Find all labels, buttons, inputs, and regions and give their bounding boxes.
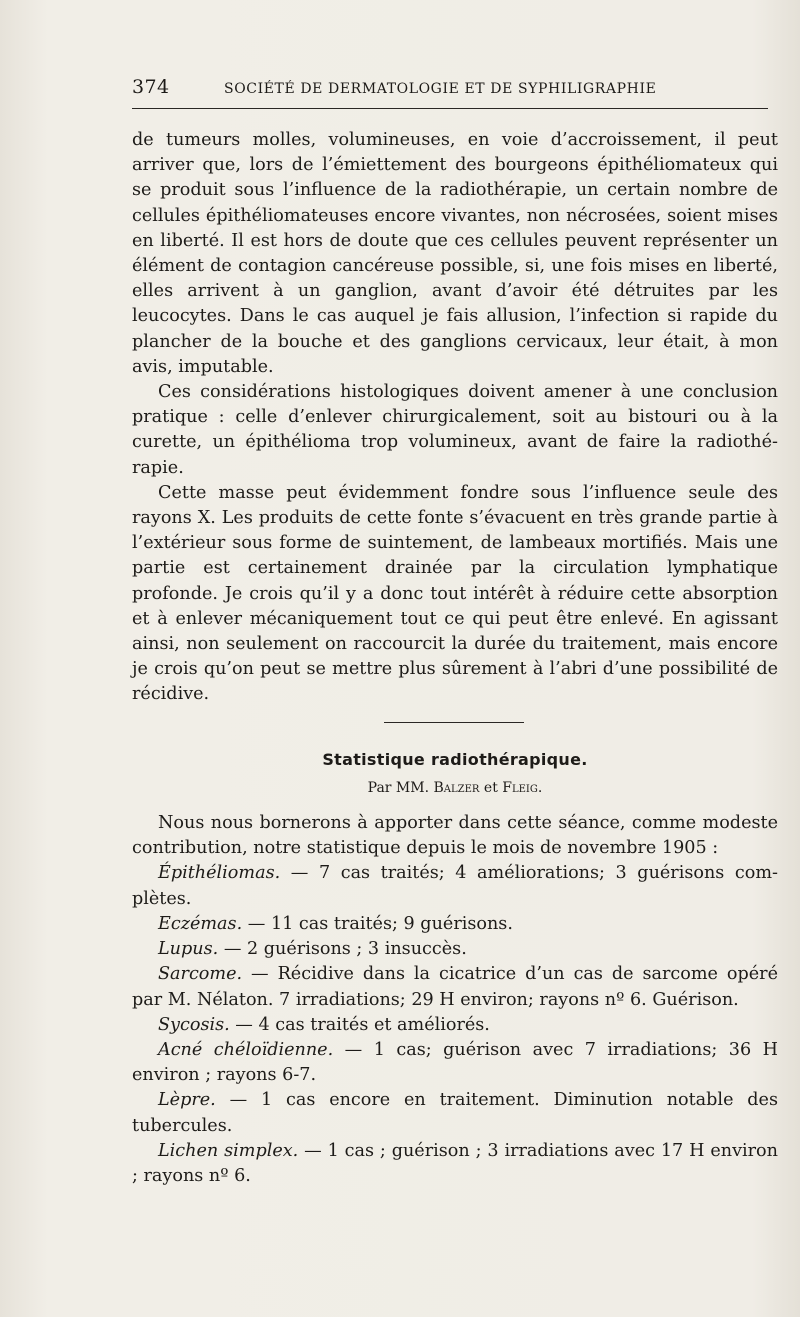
- entry-term: Lupus.: [158, 939, 219, 960]
- entry-text: — 1 cas ; guérison ; 3 irradiations avec 17 H environ ; rayons nº 6.: [132, 1140, 778, 1186]
- byline: [132, 776, 778, 801]
- entry-text: — 7 cas traités; 4 améliorations; 3 guérisons complètes.: [132, 863, 778, 909]
- section-separator: [384, 722, 524, 723]
- page-number: 374: [132, 76, 170, 98]
- entry-lichen-simplex: [132, 1139, 778, 1189]
- author-fleig: Fleig.: [502, 779, 543, 796]
- entry-sarcome: [132, 962, 778, 1012]
- intro-paragraph: Nous nous bornerons à apporter dans cette séance, comme modeste contribution, notre statistique depuis le mois de novembre 1905 :: [132, 813, 778, 859]
- running-title: SOCIÉTÉ DE DERMATOLOGIE ET DE SYPHILIGRAPHIE: [224, 81, 657, 97]
- entry-text: — Récidive dans la cicatrice d’un cas de sarcome opéré par M. Nélaton. 7 irradiations; 29 H environ; rayons nº 6. Guérison.: [132, 964, 778, 1010]
- byline-joiner: et: [483, 779, 498, 796]
- entry-text: — 4 cas traités et améliorés.: [229, 1014, 490, 1035]
- author-balzer: Balzer: [433, 779, 480, 796]
- entry-eczemas: [132, 912, 778, 937]
- entry-term: Acné chéloïdienne.: [158, 1039, 334, 1060]
- paragraph-considerations: Ces considérations histologiques doivent amener à une conclusion pratique : celle d’enlever chirurgicalement, soit au bistouri ou à la curette, un épithélioma trop volumineux, avant de faire la radiothérapie.: [132, 382, 778, 478]
- entry-text: — 11 cas traités; 9 guérisons.: [242, 913, 513, 934]
- byline-prefix: Par MM.: [367, 779, 430, 796]
- entry-term: Sarcome.: [158, 964, 243, 985]
- entry-text: — 2 guérisons ; 3 insuccès.: [218, 939, 467, 960]
- entry-acne-cheloidienne: [132, 1038, 778, 1088]
- running-header: [132, 76, 772, 98]
- body-text: [132, 128, 778, 1189]
- entry-sycosis: [132, 1013, 778, 1038]
- header-rule: [132, 108, 768, 109]
- entry-text: — 1 cas encore en traitement. Diminution notable des tubercules.: [132, 1090, 778, 1136]
- entry-term: Sycosis.: [158, 1014, 230, 1035]
- entry-text: — 1 cas; guérison avec 7 irradiations; 36 H environ ; rayons 6-7.: [132, 1039, 778, 1086]
- entry-term: Épithéliomas.: [158, 863, 281, 884]
- paragraph-masse: Cette masse peut évidemment fondre sous l’influence seule des rayons X. Les produits de cette fonte s’évacuent en très grande partie à l’extérieur sous forme de suintement, de lambeaux mortifiés. Mais une partie est certainement drainée par la circulation lymphatique profonde. Je crois qu’il y a donc tout intérêt à réduire cette absorption et à enlever mécaniquement tout ce qui peut être enlevé. En agissant ainsi, non seulement on raccourcit la durée du traitement, mais encore je crois qu’on peut se mettre plus sûrement à l’abri d’une possibilité de récidive.: [132, 482, 778, 705]
- entry-epitheliomas: [132, 861, 778, 911]
- entry-term: Lèpre.: [158, 1090, 216, 1111]
- section-title: Statistique radiothérapique.: [322, 749, 588, 769]
- entry-term: Eczémas.: [158, 913, 243, 934]
- entry-term: Lichen simplex.: [158, 1140, 299, 1161]
- paragraph-continued: de tumeurs molles, volumineuses, en voie d’accroissement, il peut arriver que, lors de l’émiettement des bourgeons épithéliomateux qui se produit sous l’influence de la radiothérapie, un certain nombre de cellules épithéliomateuses encore vivantes, non nécrosées, soient mises en liberté. Il est hors de doute que ces cellules peuvent représenter un élément de contagion cancéreuse possible, si, une fois mises en liberté, elles arrivent à un ganglion, avant d’avoir été détruites par les leucocytes. Dans le cas auquel je fais allusion, l’infection si rapide du plancher de la bouche et des ganglions cervicaux, leur était, à mon avis, imputable.: [132, 130, 778, 377]
- entry-lepre: [132, 1088, 778, 1138]
- entry-lupus: [132, 937, 778, 962]
